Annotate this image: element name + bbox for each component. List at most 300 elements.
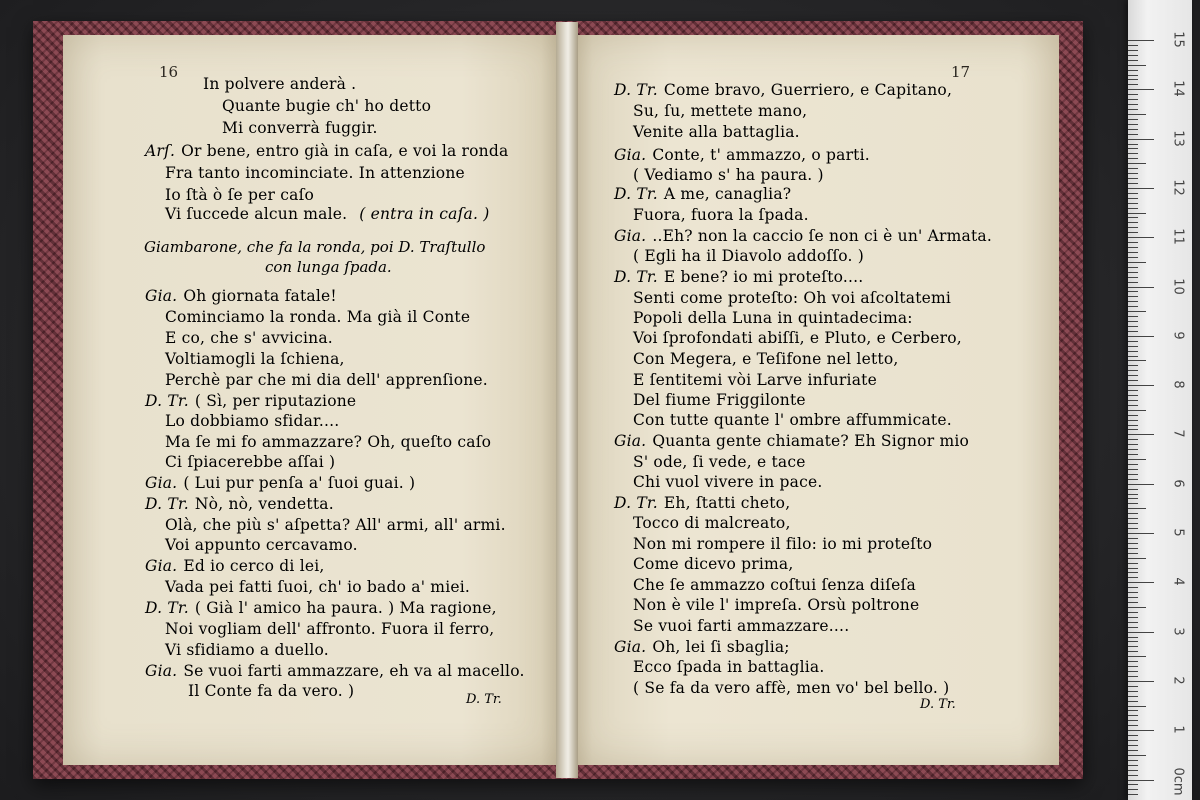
- verse-text: Mi converrà fuggir.: [222, 119, 378, 137]
- ruler-tick: [1128, 365, 1138, 366]
- ruler-tick: [1128, 139, 1154, 140]
- verse-text: Ci ſpiacerebbe aſſai ): [165, 453, 336, 471]
- text-line: [633, 616, 849, 636]
- verse-text: E bene? io mi proteſto....: [663, 268, 864, 286]
- ruler-tick: [1128, 597, 1138, 598]
- verse-text: Vi ſuccede alcun male.: [165, 205, 348, 223]
- ruler-tick: [1128, 375, 1138, 376]
- verse-text: ( Vediamo s' ha paura. ): [633, 166, 824, 184]
- ruler-tick: [1128, 153, 1138, 154]
- text-line: [614, 431, 969, 451]
- verse-text: Conte, t' ammazzo, o parti.: [652, 146, 870, 164]
- verse-text: Ed io cerco di lei,: [183, 557, 325, 575]
- text-line: [633, 101, 807, 121]
- page-number-left: 16: [159, 63, 179, 81]
- text-line: [633, 678, 949, 698]
- text-line: [165, 452, 335, 472]
- ruler-tick: [1128, 425, 1138, 426]
- speaker-label: D. Tr.: [614, 185, 658, 203]
- ruler-tick: [1128, 104, 1138, 105]
- ruler-tick: [1128, 183, 1138, 184]
- verse-text: E ſentitemi vòi Larve infuriate: [633, 371, 877, 389]
- speaker-label: Gia.: [145, 474, 178, 492]
- ruler-tick: [1128, 784, 1138, 785]
- ruler-tick: [1128, 464, 1138, 465]
- text-line: [614, 145, 870, 165]
- ruler-tick: [1128, 568, 1138, 569]
- verse-text: Quante bugie ch' ho detto: [222, 97, 432, 115]
- speaker-label: D. Tr.: [145, 392, 189, 410]
- text-line: [165, 535, 358, 555]
- text-line: [165, 307, 470, 327]
- ruler-tick: [1128, 232, 1138, 233]
- ruler-label: 13: [1170, 129, 1186, 147]
- book-gutter: [556, 22, 578, 778]
- ruler-tick: [1128, 331, 1138, 332]
- verse-text: ( Lui pur penſa a' ſuoi guai. ): [183, 474, 416, 492]
- ruler-tick: [1128, 577, 1138, 578]
- text-line: [165, 185, 314, 205]
- text-line: [145, 598, 497, 618]
- verse-text: Chi vuol vivere in pace.: [633, 473, 823, 491]
- text-line: [633, 452, 806, 472]
- text-line: [165, 349, 345, 369]
- ruler-tick: [1128, 336, 1154, 337]
- ruler-tick: [1128, 124, 1138, 125]
- ruler-label: 5: [1170, 528, 1186, 537]
- verse-text: Lo dobbiamo sfidar....: [165, 412, 340, 430]
- ruler-tick: [1128, 129, 1138, 130]
- text-line: [222, 118, 378, 138]
- text-line: [145, 556, 325, 576]
- ruler-tick: [1128, 326, 1138, 327]
- ruler-tick: [1128, 316, 1138, 317]
- speaker-label: Gia.: [614, 638, 647, 656]
- ruler-tick: [1128, 780, 1154, 781]
- ruler-tick: [1128, 306, 1138, 307]
- ruler-label: 4: [1170, 577, 1186, 586]
- verse-text: ( Egli ha il Diavolo addoſſo. ): [633, 247, 865, 265]
- ruler-tick: [1128, 548, 1138, 549]
- speaker-label: D. Tr.: [145, 599, 189, 617]
- ruler-tick: [1128, 607, 1146, 608]
- ruler-tick: [1128, 420, 1138, 421]
- ruler-tick: [1128, 257, 1138, 258]
- ruler-tick: [1128, 503, 1138, 504]
- text-line: [145, 286, 337, 306]
- ruler-tick: [1128, 558, 1146, 559]
- ruler-tick: [1128, 252, 1138, 253]
- ruler-tick: [1128, 109, 1138, 110]
- verse-text: Olà, che più s' aſpetta? All' armi, all' armi.: [165, 516, 506, 534]
- text-line: [614, 226, 992, 246]
- ruler-tick: [1128, 646, 1138, 647]
- text-line: [633, 288, 951, 308]
- ruler-tick: [1128, 203, 1138, 204]
- text-line: [633, 554, 794, 574]
- verse-text: Vada pei fatti ſuoi, ch' io bado a' miei.: [165, 578, 471, 596]
- ruler-tick: [1128, 523, 1138, 524]
- verse-text: Senti come proteſto: Oh voi aſcoltatemi: [633, 289, 952, 307]
- ruler-tick: [1128, 691, 1138, 692]
- ruler-tick: [1128, 163, 1146, 164]
- ruler-tick: [1128, 710, 1138, 711]
- verse-text: Non mi rompere il filo: io mi proteſto: [633, 535, 933, 553]
- text-line: [614, 184, 791, 204]
- ruler-tick: [1128, 429, 1138, 430]
- ruler-tick: [1128, 612, 1138, 613]
- text-line: [188, 681, 354, 701]
- verse-text: ( Sì, per riputazione: [194, 392, 357, 410]
- verse-text: Perchè par che mi dia dell' apprenſione.: [165, 371, 488, 389]
- ruler-tick: [1128, 301, 1138, 302]
- text-line: [633, 246, 864, 266]
- page-number-right: 17: [951, 63, 971, 81]
- ruler-tick: [1128, 198, 1138, 199]
- speaker-label: Gia.: [145, 662, 178, 680]
- verse-text: Ecco ſpada in battaglia.: [633, 658, 825, 676]
- ruler-tick: [1128, 489, 1138, 490]
- verse-text: Voi ſprofondati abiſſi, e Pluto, e Cerbero,: [633, 329, 962, 347]
- ruler-tick: [1128, 144, 1138, 145]
- text-line: [145, 661, 525, 681]
- ruler-tick: [1128, 671, 1138, 672]
- ruler-tick: [1128, 178, 1138, 179]
- verse-text: Io ſtà ò ſe per caſo: [165, 186, 315, 204]
- ruler-tick: [1128, 498, 1138, 499]
- speaker-label: D. Tr.: [614, 81, 658, 99]
- ruler-tick: [1128, 94, 1138, 95]
- verse-text: Fuora, fuora la ſpada.: [633, 206, 809, 224]
- ruler-tick: [1128, 775, 1138, 776]
- ruler-tick: [1128, 563, 1138, 564]
- ruler-label: 0cm: [1170, 767, 1186, 796]
- ruler-tick: [1128, 158, 1138, 159]
- ruler-label: 15: [1170, 31, 1186, 48]
- ruler-tick: [1128, 701, 1138, 702]
- verse-text: Voi appunto cercavamo.: [165, 536, 358, 554]
- ruler-tick: [1128, 715, 1138, 716]
- stage-direction: ( entra in caſa. ): [359, 205, 490, 223]
- ruler-tick: [1128, 656, 1146, 657]
- ruler-tick: [1128, 208, 1138, 209]
- ruler-tick: [1128, 400, 1138, 401]
- ruler-tick: [1128, 242, 1138, 243]
- ruler-tick: [1128, 681, 1154, 682]
- ruler-tick: [1128, 444, 1138, 445]
- ruler-tick: [1128, 740, 1138, 741]
- text-line: [614, 493, 790, 513]
- ruler-tick: [1128, 134, 1138, 135]
- ruler-tick: [1128, 148, 1138, 149]
- ruler-tick: [1128, 84, 1138, 85]
- ruler-tick: [1128, 755, 1146, 756]
- verse-text: Non è vile l' impreſa. Orsù poltrone: [633, 596, 920, 614]
- catchword-right: D. Tr.: [920, 697, 956, 712]
- ruler-tick: [1128, 40, 1154, 41]
- ruler-tick: [1128, 765, 1138, 766]
- speaker-label: Gia.: [145, 287, 178, 305]
- ruler-tick: [1128, 114, 1146, 115]
- verse-text: Con tutte quante l' ombre affummicate.: [633, 411, 952, 429]
- ruler-tick: [1128, 518, 1138, 519]
- ruler-tick: [1128, 632, 1154, 633]
- ruler-tick: [1128, 434, 1154, 435]
- ruler-label: 12: [1170, 179, 1186, 196]
- ruler-tick: [1128, 730, 1154, 731]
- ruler-tick: [1128, 385, 1154, 386]
- text-line: [633, 122, 800, 142]
- text-line: [633, 328, 962, 348]
- text-line: [633, 472, 822, 492]
- ruler-label: 14: [1170, 80, 1186, 98]
- verse-text: Nò, nò, vendetta.: [194, 495, 334, 513]
- ruler-tick: [1128, 617, 1138, 618]
- text-line: [222, 96, 431, 116]
- ruler-tick: [1128, 676, 1138, 677]
- text-line: [614, 80, 952, 100]
- ruler-label: 2: [1170, 676, 1186, 685]
- verse-text: Che ſe ammazzo coſtui ſenza diſeſa: [633, 576, 916, 594]
- ruler-tick: [1128, 168, 1138, 169]
- ruler-tick: [1128, 587, 1138, 588]
- ruler-tick: [1128, 222, 1138, 223]
- scene-heading-line2: con lunga ſpada.: [265, 258, 392, 276]
- verse-text: Cominciamo la ronda. Ma già il Conte: [165, 308, 471, 326]
- ruler-tick: [1128, 390, 1138, 391]
- text-line: [203, 74, 356, 94]
- speaker-label: D. Tr.: [614, 494, 658, 512]
- verse-text: ( Già l' amico ha paura. ) Ma ragione,: [194, 599, 497, 617]
- ruler-tick: [1128, 641, 1138, 642]
- ruler-tick: [1128, 637, 1138, 638]
- ruler-tick: [1128, 582, 1154, 583]
- ruler-tick: [1128, 735, 1138, 736]
- ruler-tick: [1128, 725, 1138, 726]
- ruler-tick: [1128, 296, 1138, 297]
- text-line: [165, 640, 329, 660]
- ruler-label: 10: [1170, 277, 1186, 295]
- ruler-label: 8: [1170, 380, 1186, 389]
- ruler-tick: [1128, 287, 1154, 288]
- verse-text: Noi vogliam dell' affronto. Fuora il ferro,: [165, 620, 495, 638]
- speaker-label: Gia.: [614, 146, 647, 164]
- ruler-tick: [1128, 50, 1138, 51]
- verse-text: Eh, ſtatti cheto,: [663, 494, 791, 512]
- speaker-label: D. Tr.: [145, 495, 189, 513]
- ruler-tick: [1128, 65, 1146, 66]
- ruler-label: 1: [1170, 725, 1186, 734]
- speaker-label: Gia.: [145, 557, 178, 575]
- verse-text: Quanta gente chiamate? Eh Signor mio: [652, 432, 970, 450]
- text-line: [614, 637, 790, 657]
- text-line: [165, 619, 494, 639]
- text-line: [145, 473, 415, 493]
- verse-text: Popoli della Luna in quintadecima:: [633, 309, 913, 327]
- ruler-label: 11: [1170, 228, 1186, 245]
- ruler-tick: [1128, 277, 1138, 278]
- text-line: [165, 370, 488, 390]
- ruler-label: 6: [1170, 479, 1186, 488]
- verse-text: Su, ſu, mettete mano,: [633, 102, 808, 120]
- ruler-tick: [1128, 370, 1138, 371]
- verse-text: Con Megera, e Teſifone nel letto,: [633, 350, 899, 368]
- verse-text: Or bene, entro già in caſa, e voi la ronda: [181, 142, 509, 160]
- speaker-label: Gia.: [614, 227, 647, 245]
- text-line: [165, 163, 465, 183]
- text-line: [633, 513, 791, 533]
- verse-text: Se vuoi farti ammazzare, eh va al macello.: [183, 662, 525, 680]
- text-line: [145, 391, 356, 411]
- ruler-tick: [1128, 439, 1138, 440]
- ruler-tick: [1128, 99, 1138, 100]
- ruler-tick: [1128, 794, 1138, 795]
- verse-text: Tocco di malcreato,: [633, 514, 791, 532]
- ruler-tick: [1128, 745, 1138, 746]
- ruler-tick: [1128, 528, 1138, 529]
- verse-text: A me, canaglia?: [663, 185, 792, 203]
- ruler-tick: [1128, 651, 1138, 652]
- text-line: [165, 515, 506, 535]
- ruler-tick: [1128, 45, 1138, 46]
- verse-text: Come dicevo prima,: [633, 555, 794, 573]
- ruler-tick: [1128, 484, 1154, 485]
- ruler-tick: [1128, 272, 1138, 273]
- ruler-tick: [1128, 479, 1138, 480]
- scene-heading-line1: Giambarone, che fa la ronda, poi D. Traſtullo: [144, 238, 486, 256]
- ruler-tick: [1128, 750, 1138, 751]
- text-line: [633, 410, 952, 430]
- ruler-tick: [1128, 346, 1138, 347]
- text-line: [633, 534, 932, 554]
- ruler-tick: [1128, 291, 1138, 292]
- ruler-tick: [1128, 686, 1138, 687]
- text-line: [145, 494, 334, 514]
- text-line: [165, 577, 470, 597]
- verse-text: ..Eh? non la caccio ſe non ci è un' Armata.: [652, 227, 992, 245]
- speaker-label: Arſ.: [145, 142, 176, 160]
- text-line: [633, 595, 919, 615]
- verse-text: Ma ſe mi fo ammazzare? Oh, queſto caſo: [165, 433, 492, 451]
- ruler-tick: [1128, 79, 1138, 80]
- ruler-tick: [1128, 173, 1138, 174]
- text-line: [145, 141, 508, 161]
- speaker-label: Gia.: [614, 432, 647, 450]
- text-line: [165, 204, 489, 224]
- ruler-tick: [1128, 360, 1146, 361]
- measurement-ruler: [1128, 0, 1192, 800]
- ruler-tick: [1128, 770, 1138, 771]
- text-line: [633, 575, 916, 595]
- ruler-label: 9: [1170, 331, 1186, 340]
- text-line: [633, 370, 877, 390]
- verse-text: Oh giornata fatale!: [183, 287, 337, 305]
- ruler-tick: [1128, 720, 1138, 721]
- ruler-tick: [1128, 356, 1138, 357]
- verse-text: ( Se fa da vero affè, men vo' bel bello. ): [633, 679, 950, 697]
- ruler-tick: [1128, 706, 1146, 707]
- text-line: [633, 308, 913, 328]
- ruler-tick: [1128, 553, 1138, 554]
- ruler-tick: [1128, 602, 1138, 603]
- ruler-tick: [1128, 188, 1154, 189]
- text-line: [633, 205, 809, 225]
- text-line: [633, 390, 806, 410]
- ruler-tick: [1128, 267, 1138, 268]
- ruler-tick: [1128, 237, 1154, 238]
- ruler-tick: [1128, 454, 1138, 455]
- ruler-tick: [1128, 543, 1138, 544]
- verse-text: Del fiume Friggilonte: [633, 391, 806, 409]
- verse-text: Voltiamogli la ſchiena,: [165, 350, 345, 368]
- ruler-tick: [1128, 89, 1154, 90]
- ruler-tick: [1128, 75, 1138, 76]
- verse-text: Se vuoi farti ammazzare....: [633, 617, 850, 635]
- text-line: [633, 165, 824, 185]
- ruler-tick: [1128, 622, 1138, 623]
- text-line: [165, 411, 339, 431]
- ruler-tick: [1128, 321, 1138, 322]
- ruler-tick: [1128, 380, 1138, 381]
- text-line: [165, 432, 491, 452]
- ruler-tick: [1128, 415, 1138, 416]
- ruler-tick: [1128, 469, 1138, 470]
- ruler-tick: [1128, 282, 1138, 283]
- ruler-tick: [1128, 213, 1146, 214]
- ruler-tick: [1128, 572, 1138, 573]
- ruler-tick: [1128, 405, 1138, 406]
- verse-text: Fra tanto incominciate. In attenzione: [165, 164, 465, 182]
- text-line: [165, 328, 333, 348]
- ruler-tick: [1128, 513, 1138, 514]
- ruler-tick: [1128, 341, 1138, 342]
- ruler-tick: [1128, 627, 1138, 628]
- ruler-tick: [1128, 494, 1138, 495]
- speaker-label: D. Tr.: [614, 268, 658, 286]
- ruler-tick: [1128, 449, 1138, 450]
- ruler-tick: [1128, 247, 1138, 248]
- ruler-tick: [1128, 119, 1138, 120]
- verse-text: Il Conte fa da vero. ): [188, 682, 355, 700]
- ruler-tick: [1128, 311, 1146, 312]
- verse-text: Venite alla battaglia.: [633, 123, 800, 141]
- verse-text: Vi sfidiamo a duello.: [165, 641, 329, 659]
- ruler-tick: [1128, 193, 1138, 194]
- ruler-tick: [1128, 227, 1138, 228]
- ruler-tick: [1128, 60, 1138, 61]
- text-line: [614, 267, 863, 287]
- verse-text: E co, che s' avvicina.: [165, 329, 333, 347]
- ruler-tick: [1128, 217, 1138, 218]
- ruler-tick: [1128, 592, 1138, 593]
- ruler-tick: [1128, 696, 1138, 697]
- ruler-tick: [1128, 459, 1146, 460]
- ruler-tick: [1128, 789, 1138, 790]
- ruler-label: 7: [1170, 429, 1186, 439]
- ruler-tick: [1128, 70, 1138, 71]
- verse-text: In polvere anderà .: [203, 75, 357, 93]
- ruler-tick: [1128, 474, 1138, 475]
- ruler-tick: [1128, 351, 1138, 352]
- ruler-tick: [1128, 666, 1138, 667]
- ruler-tick: [1128, 262, 1146, 263]
- ruler-tick: [1128, 538, 1138, 539]
- ruler-tick: [1128, 55, 1138, 56]
- text-line: [633, 349, 898, 369]
- ruler-tick: [1128, 760, 1138, 761]
- verse-text: S' ode, ſi vede, e tace: [633, 453, 806, 471]
- ruler-tick: [1128, 410, 1146, 411]
